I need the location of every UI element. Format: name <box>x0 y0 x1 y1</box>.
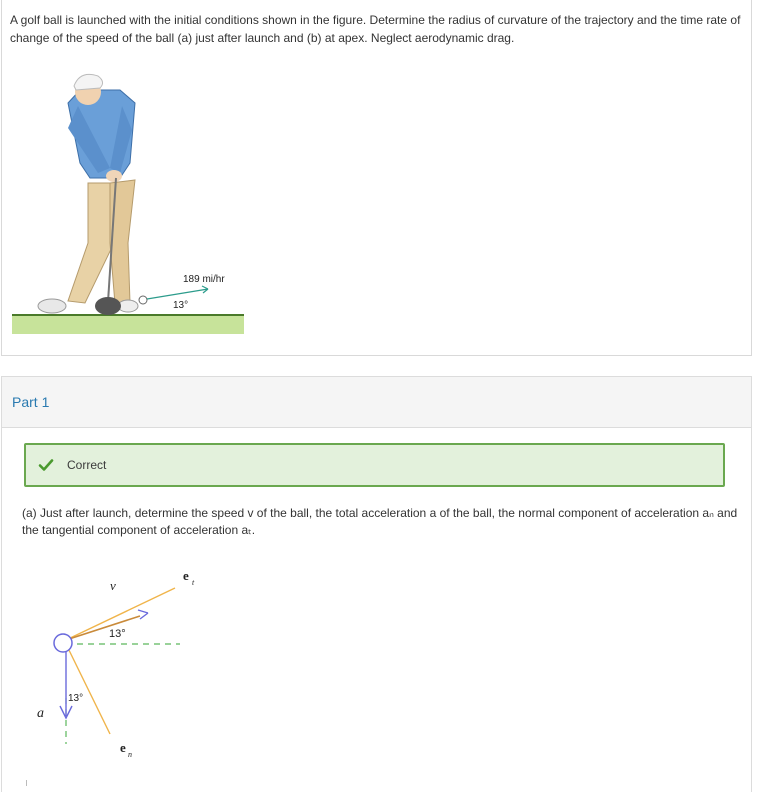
trajectory-arrow <box>147 289 208 299</box>
correct-feedback-box <box>24 443 725 487</box>
hands <box>106 170 122 182</box>
left-leg <box>68 183 114 303</box>
question-text: (a) Just after launch, determine the speed v of the ball, the total acceleration a of the ball, the normal component of acceleration aₙ and the tangential component of acceleration aₜ. <box>22 506 738 537</box>
en-subscript: n <box>128 750 132 759</box>
et-label: e <box>183 568 189 583</box>
angle-top-label: 13° <box>109 628 126 640</box>
velocity-arrowhead-icon <box>138 610 148 619</box>
part-title[interactable]: Part 1 <box>12 394 50 410</box>
left-shoe <box>38 299 66 313</box>
et-subscript: t <box>192 578 195 587</box>
problem-statement: A golf ball is launched with the initial conditions shown in the figure. Determine the radius of curvature of the trajectory and the time rate of change of the speed of the ball (a) just after launch and (b) at apex. Neglect aerodynamic drag. <box>10 13 741 45</box>
angle-label: 13° <box>173 300 189 311</box>
cap <box>74 74 103 90</box>
angle-bottom-label: 13° <box>68 693 84 704</box>
ball-circle <box>54 634 72 652</box>
club-head <box>95 297 121 315</box>
velocity-vector <box>66 616 140 640</box>
vector-diagram <box>30 568 200 778</box>
en-direction-line <box>66 644 110 734</box>
correct-label: Correct <box>67 458 107 472</box>
ground-grass <box>12 314 244 334</box>
golfer-figure <box>10 68 246 334</box>
speed-label: 189 mi/hr <box>183 274 225 285</box>
golf-ball <box>139 296 147 304</box>
part-header[interactable] <box>1 376 752 428</box>
checkmark-icon <box>38 457 54 473</box>
v-label: v <box>110 578 116 593</box>
scroll-indicator <box>26 780 27 786</box>
a-label: a <box>37 706 44 721</box>
en-label: e <box>120 740 126 755</box>
